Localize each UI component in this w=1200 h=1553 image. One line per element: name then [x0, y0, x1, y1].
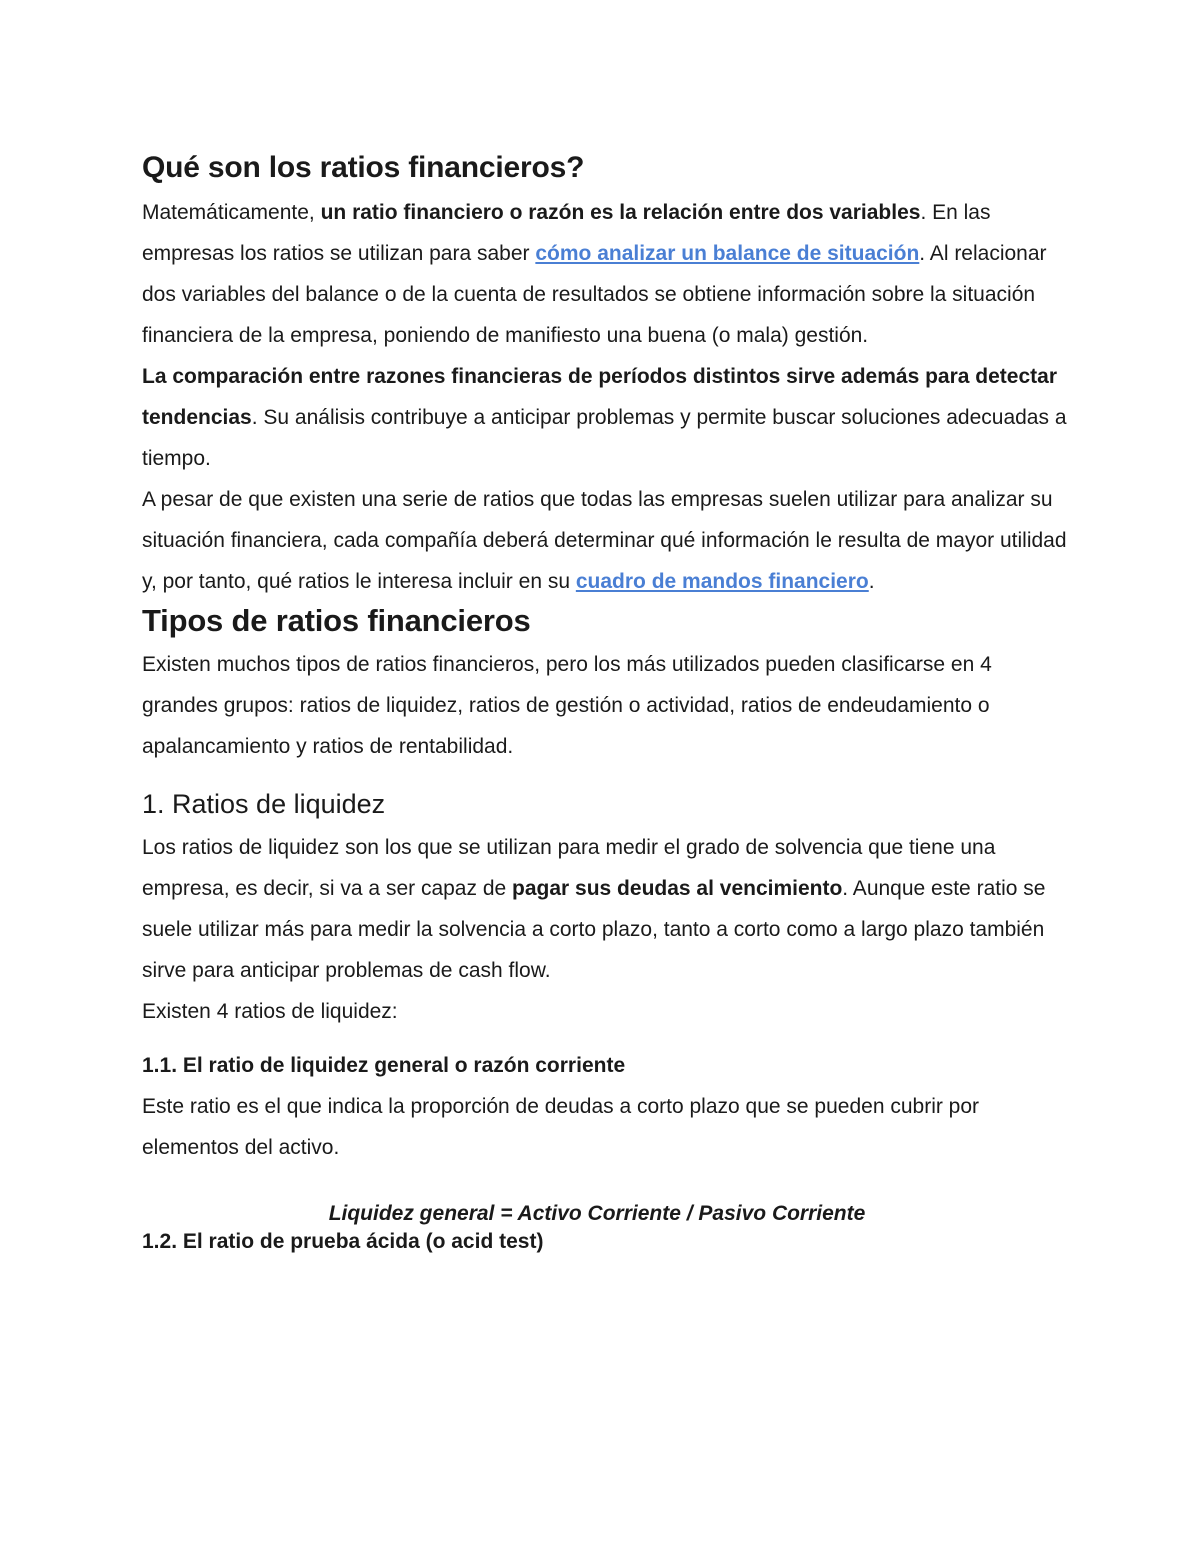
text-span: . Al relacionar dos variables del balance o de la cuenta de resultados se obtiene información sobre la situación financiera de la empresa, poniendo de manifiesto una buena (o mala) gestión.: [142, 242, 1047, 347]
formula-liquidez-general: Liquidez general = Activo Corriente / Pasivo Corriente: [328, 1202, 866, 1225]
paragraph-definicion: [142, 192, 1072, 356]
text-span: . En las empresas los ratios se utilizan para saber: [142, 201, 991, 265]
paragraph-comparacion: [142, 356, 1072, 479]
heading-prueba-acida: 1.2. El ratio de prueba ácida (o acid test): [142, 1230, 544, 1253]
paragraph-tipos: Existen muchos tipos de ratios financieros, pero los más utilizados pueden clasificarse en 4 grandes grupos: ratios de liquidez, ratios de gestión o actividad, ratios de endeudamiento o apalancamiento y ratios de rentabilidad.: [142, 653, 992, 758]
bold-text: pagar sus deudas al vencimiento: [512, 877, 843, 900]
paragraph-a-pesar: [142, 479, 1072, 602]
document-page: [142, 150, 1072, 1262]
text-span: Matemáticamente,: [142, 201, 321, 224]
heading-tipos-ratios: Tipos de ratios financieros: [142, 603, 531, 638]
paragraph-liquidez-general: Este ratio es el que indica la proporción de deudas a corto plazo que se pueden cubrir por elementos del activo.: [142, 1095, 980, 1159]
heading-ratios-liquidez: 1. Ratios de liquidez: [142, 789, 386, 819]
text-span: . Aunque este ratio se suele utilizar más para medir la solvencia a corto plazo, tanto a corto como a largo plazo también sirve para anticipar problemas de cash flow.: [142, 877, 1046, 982]
bold-text: La comparación entre razones financieras de períodos distintos sirve además para detectar tendencias: [142, 365, 1057, 429]
bold-text: un ratio financiero o razón es la relación entre dos variables: [320, 201, 921, 224]
heading-que-son-ratios: Qué son los ratios financieros?: [142, 151, 585, 184]
text-span: .: [868, 570, 875, 593]
text-span: Los ratios de liquidez son los que se utilizan para medir el grado de solvencia que tiene una empresa, es decir, si va a ser capaz de: [142, 836, 996, 900]
text-span: . Su análisis contribuye a anticipar problemas y permite buscar soluciones adecuadas a tiempo.: [142, 406, 1067, 470]
text-span: A pesar de que existen una serie de ratios que todas las empresas suelen utilizar para analizar su situación financiera, cada compañía deberá determinar qué información le resulta de mayor utilidad y, por tanto, qué ratios le interesa incluir en su: [142, 488, 1067, 593]
link-analizar-balance[interactable]: cómo analizar un balance de situación: [535, 242, 920, 265]
paragraph-liquidez: [142, 827, 1072, 991]
paragraph-existen-4: Existen 4 ratios de liquidez:: [142, 1000, 398, 1023]
link-cuadro-mandos[interactable]: cuadro de mandos financiero: [575, 570, 869, 593]
heading-liquidez-general: 1.1. El ratio de liquidez general o razón corriente: [142, 1054, 626, 1077]
